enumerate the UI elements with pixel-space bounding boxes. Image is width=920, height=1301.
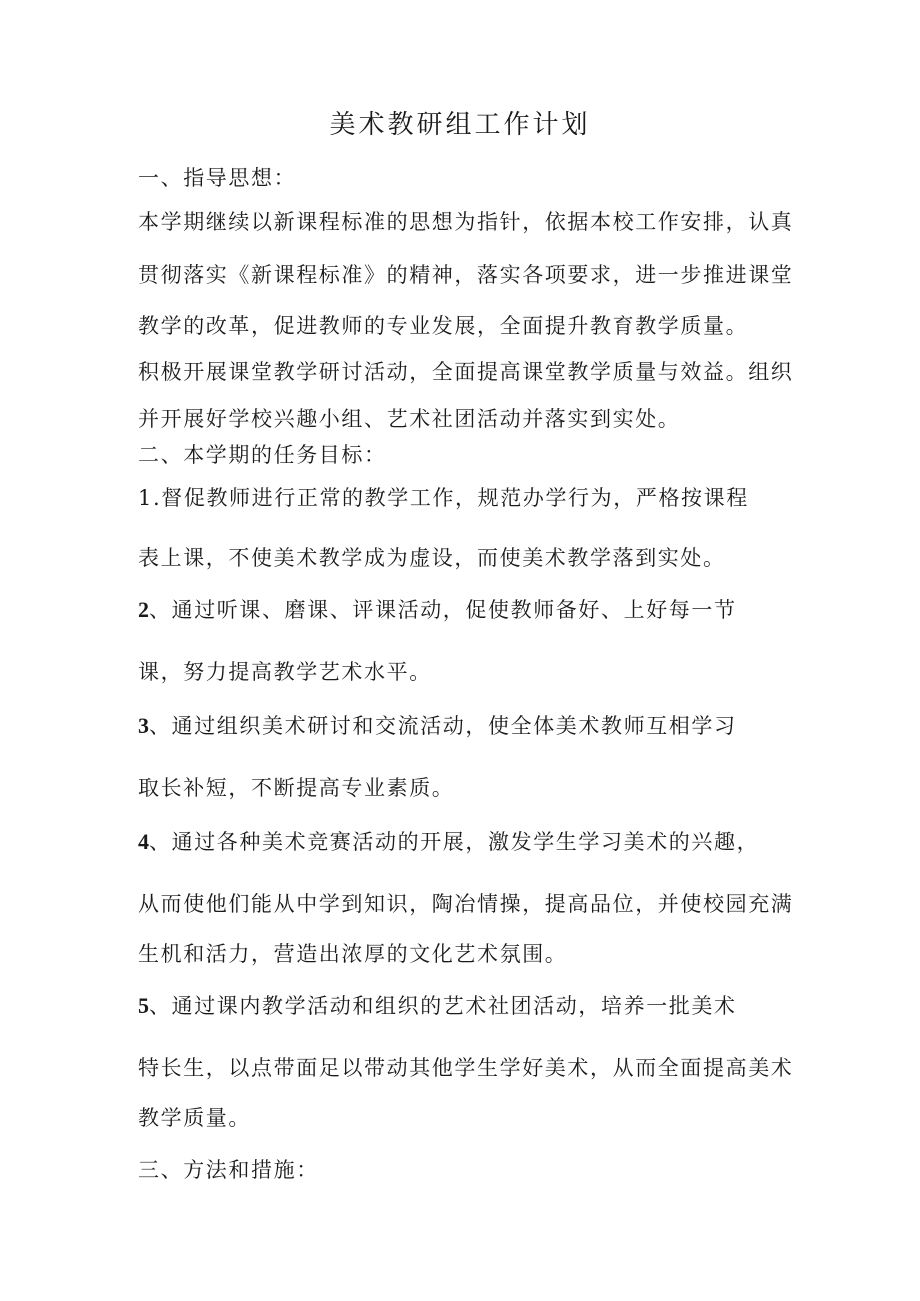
goal-continuation: 生机和活力，营造出浓厚的文化艺术氛围。 [138, 942, 568, 966]
goal-item-5 [138, 992, 737, 1020]
goal-number: 3 [138, 713, 149, 738]
goal-item-1 [138, 484, 749, 512]
document-title: 美术教研组工作计划 [329, 110, 591, 140]
goal-number: 1. [138, 486, 162, 510]
goal-item-3 [138, 712, 737, 740]
section-heading-guiding: 一、指导思想： [138, 166, 297, 190]
goal-continuation: 特长生，以点带面足以带动其他学生学好美术，从而全面提高美术 [138, 1056, 794, 1080]
paragraph-line: 积极开展课堂教学研讨活动，全面提高课堂教学质量与效益。组织 [138, 360, 794, 384]
goal-item-4 [138, 828, 759, 856]
goal-number: 2 [138, 597, 149, 622]
paragraph-line: 并开展好学校兴趣小组、艺术社团活动并落实到实处。 [138, 407, 681, 431]
section-heading-methods: 三、方法和措施： [138, 1158, 319, 1182]
goal-continuation: 表上课，不使美术教学成为虚设，而使美术教学落到实处。 [138, 546, 726, 570]
goal-text: 、通过组织美术研讨和交流活动，使全体美术教师互相学习 [149, 714, 737, 738]
section-heading-goals: 二、本学期的任务目标： [138, 443, 387, 467]
goal-number: 4 [138, 829, 149, 854]
goal-continuation: 取长补短，不断提高专业素质。 [138, 776, 455, 800]
goal-continuation: 从而使他们能从中学到知识，陶冶情操，提高品位，并使校园充满 [138, 892, 794, 916]
goal-text: 、通过各种美术竞赛活动的开展，激发学生学习美术的兴趣， [149, 830, 760, 854]
paragraph-line: 教学的改革，促进教师的专业发展，全面提升教育教学质量。 [138, 314, 749, 338]
goal-continuation: 教学质量。 [138, 1106, 251, 1130]
goal-continuation: 课，努力提高教学艺术水平。 [138, 660, 432, 684]
goal-text: 、通过听课、磨课、评课活动，促使教师备好、上好每一节 [149, 598, 737, 622]
paragraph-line: 本学期继续以新课程标准的思想为指针，依据本校工作安排，认真 [138, 210, 794, 234]
paragraph-line: 贯彻落实《新课程标准》的精神，落实各项要求，进一步推进课堂 [138, 263, 794, 287]
goal-text: 督促教师进行正常的教学工作，规范办学行为，严格按课程 [161, 486, 749, 510]
goal-number: 5 [138, 993, 149, 1018]
goal-text: 、通过课内教学活动和组织的艺术社团活动，培养一批美术 [149, 994, 737, 1018]
goal-item-2 [138, 596, 737, 624]
